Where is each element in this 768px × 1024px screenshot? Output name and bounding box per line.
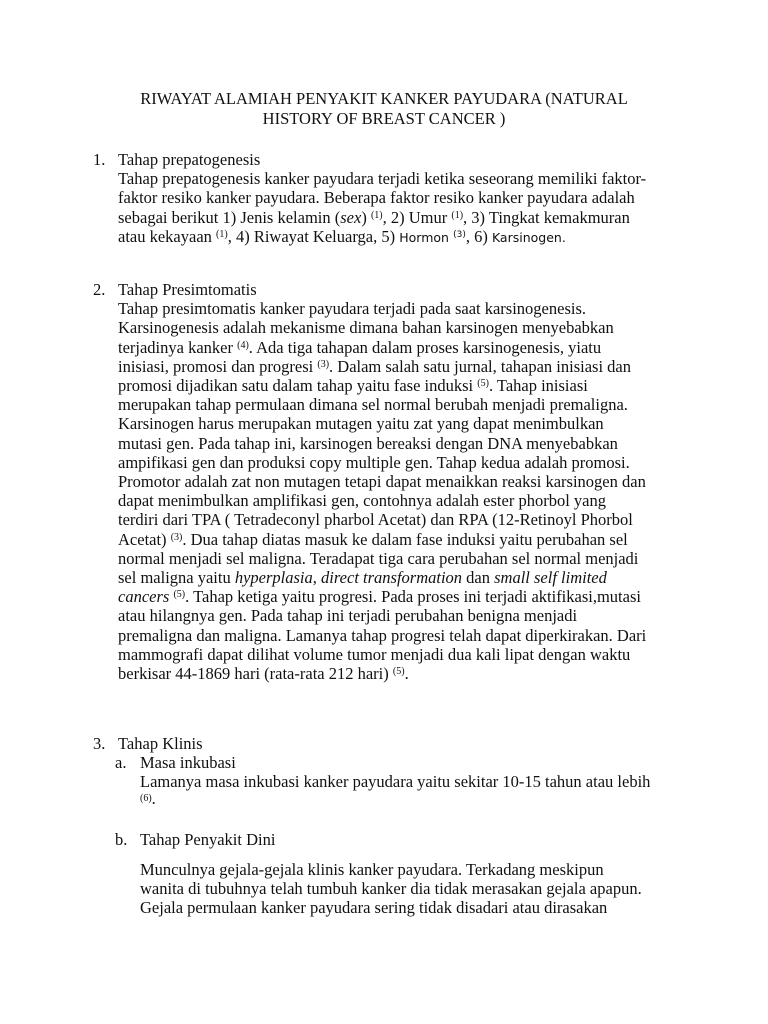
text-run: atau kekayaan (118, 226, 212, 246)
paragraph-line (118, 530, 678, 549)
paragraph-line (118, 587, 678, 606)
citation: (5) (173, 589, 186, 601)
text-run: Acetat) (118, 529, 167, 549)
section-number: 1. (93, 150, 106, 169)
paragraph-line: mutasi gen. Pada tahap ini, karsinogen bereaksi dengan DNA menyebabkan (118, 433, 618, 453)
text-run: , (312, 568, 322, 588)
subsection-heading: Tahap Penyakit Dini (140, 830, 276, 849)
citation: (6) (140, 792, 152, 804)
text-run: . Tahap inisiasi (488, 376, 588, 395)
subsection-letter: a. (115, 753, 127, 773)
section-heading: Tahap prepatogenesis (118, 150, 261, 169)
paragraph-line (118, 376, 678, 395)
italic-term: small self limited (494, 568, 607, 588)
text-run: terjadinya kanker (118, 337, 233, 357)
citation: (5) (392, 666, 405, 678)
citation: (3) (170, 531, 183, 543)
italic-term: sex (340, 207, 362, 227)
subsection-body (140, 860, 642, 918)
italic-term: hyperplasia (234, 568, 313, 588)
paragraph-line: wanita di tubuhnya telah tumbuh kanker dia tidak merasakan gejala apapun. (140, 879, 642, 899)
subsection-heading: Masa inkubasi (140, 753, 236, 773)
citation: (1) (216, 228, 228, 240)
subsection-letter: b. (115, 830, 128, 849)
paragraph-line (118, 357, 678, 376)
paragraph-line: faktor resiko kanker payudara. Beberapa faktor resiko kanker payudara adalah (118, 188, 635, 208)
text-run: , 6) (465, 226, 488, 246)
text-run: berkisar 44-1869 hari (rata-rata 212 hari) (118, 664, 389, 684)
subsection-body (140, 772, 651, 808)
text-run: dan (462, 568, 495, 588)
paragraph-line: normal menjadi sel maligna. Teradapat tiga cara perubahan sel normal menjadi (118, 548, 639, 568)
section-body (118, 299, 678, 683)
citation: (1) (370, 209, 383, 221)
paragraph-line: Karsinogenesis adalah mekanisme dimana bahan karsinogen menyebabkan (118, 318, 614, 338)
section-heading: Tahap Klinis (118, 734, 203, 753)
title-line-2: HISTORY OF BREAST CANCER ) (262, 109, 506, 128)
citation: (1) (451, 209, 464, 221)
text-run: . (404, 664, 409, 684)
italic-term: cancers (118, 587, 170, 607)
italic-term: direct transformation (321, 568, 463, 588)
text-run: , 3) Tingkat kemakmuran (463, 207, 630, 227)
text-run: . Tahap ketiga yaitu progresi. Pada proses ini terjadi aktifikasi,mutasi (185, 587, 641, 607)
title-line-1: RIWAYAT ALAMIAH PENYAKIT KANKER PAYUDARA (NATURAL (140, 89, 628, 108)
paragraph-line: premaligna dan maligna. Lamanya tahap progresi telah dapat diperkirakan. Dari (118, 625, 647, 645)
paragraph-line: merupakan tahap permulaan dimana sel normal berubah menjadi premaligna. (118, 395, 628, 415)
paragraph-line: Lamanya masa inkubasi kanker payudara yaitu sekitar 10-15 tahun atau lebih (140, 772, 651, 792)
citation: (5) (477, 378, 489, 389)
paragraph-line: Karsinogen harus merupakan mutagen yaitu zat yang dapat menimbulkan (118, 414, 604, 434)
paragraph-line (118, 227, 678, 247)
text-run: , 2) Umur (382, 207, 448, 227)
text-run: Hormon (399, 229, 449, 245)
text-run: sel maligna yaitu (118, 568, 235, 588)
paragraph-line: Munculnya gejala-gejala klinis kanker payudara. Terkadang meskipun (140, 860, 604, 879)
paragraph-line: ampifikasi gen dan produksi copy multiple gen. Tahap kedua adalah promosi. (118, 452, 630, 472)
paragraph-line: Tahap prepatogenesis kanker payudara terjadi ketika seseorang memiliki faktor- (118, 169, 647, 189)
paragraph-line: atau hilangnya gen. Pada tahap ini terjadi perubahan benigna menjadi (118, 606, 578, 626)
paragraph-line (118, 208, 678, 227)
text-run: . Dalam salah satu jurnal, tahapan inisiasi dan (329, 356, 631, 376)
text-run: inisiasi, promosi dan progresi (118, 356, 314, 376)
paragraph-line: Gejala permulaan kanker payudara sering tidak disadari atau dirasakan (140, 898, 608, 918)
text-run: ) (361, 207, 367, 227)
section-number: 2. (93, 280, 106, 299)
text-run: , 4) Riwayat Keluarga, 5) (227, 226, 396, 246)
text-run: promosi dijadikan satu dalam tahap yaitu fase induksi (118, 376, 474, 395)
paragraph-line (140, 788, 650, 808)
document-title (60, 89, 708, 129)
citation: (3) (453, 229, 466, 240)
section-body (118, 169, 678, 247)
section-heading: Tahap Presimtomatis (118, 280, 257, 299)
paragraph-line: Promotor adalah zat non mutagen tetapi dapat menaikkan reaksi karsinogen dan (118, 472, 646, 492)
paragraph-line: Tahap presimtomatis kanker payudara terjadi pada saat karsinogenesis. (118, 299, 587, 319)
text-run: sebagai berikut 1) Jenis kelamin ( (118, 207, 341, 227)
section-number: 3. (93, 734, 106, 753)
paragraph-line: dapat menimbulkan amplifikasi gen, contohnya adalah ester phorbol yang (118, 491, 606, 511)
paragraph-line (118, 664, 678, 683)
text-run: . Dua tahap diatas masuk ke dalam fase induksi yaitu perubahan sel (182, 529, 628, 549)
citation: (3) (317, 358, 330, 370)
text-run: . Ada tiga tahapan dalam proses karsinogenesis, yiatu (248, 337, 602, 357)
paragraph-line (118, 568, 678, 587)
text-run: . (151, 788, 156, 808)
paragraph-line: terdiri dari TPA ( Tetradeconyl pharbol Acetat) dan RPA (12-Retinoyl Phorbol (118, 510, 633, 530)
paragraph-line (118, 338, 678, 357)
text-run: Karsinogen. (491, 229, 566, 245)
citation: (4) (237, 339, 249, 351)
paragraph-line: mammografi dapat dilihat volume tumor menjadi dua kali lipat dengan waktu (118, 644, 631, 664)
